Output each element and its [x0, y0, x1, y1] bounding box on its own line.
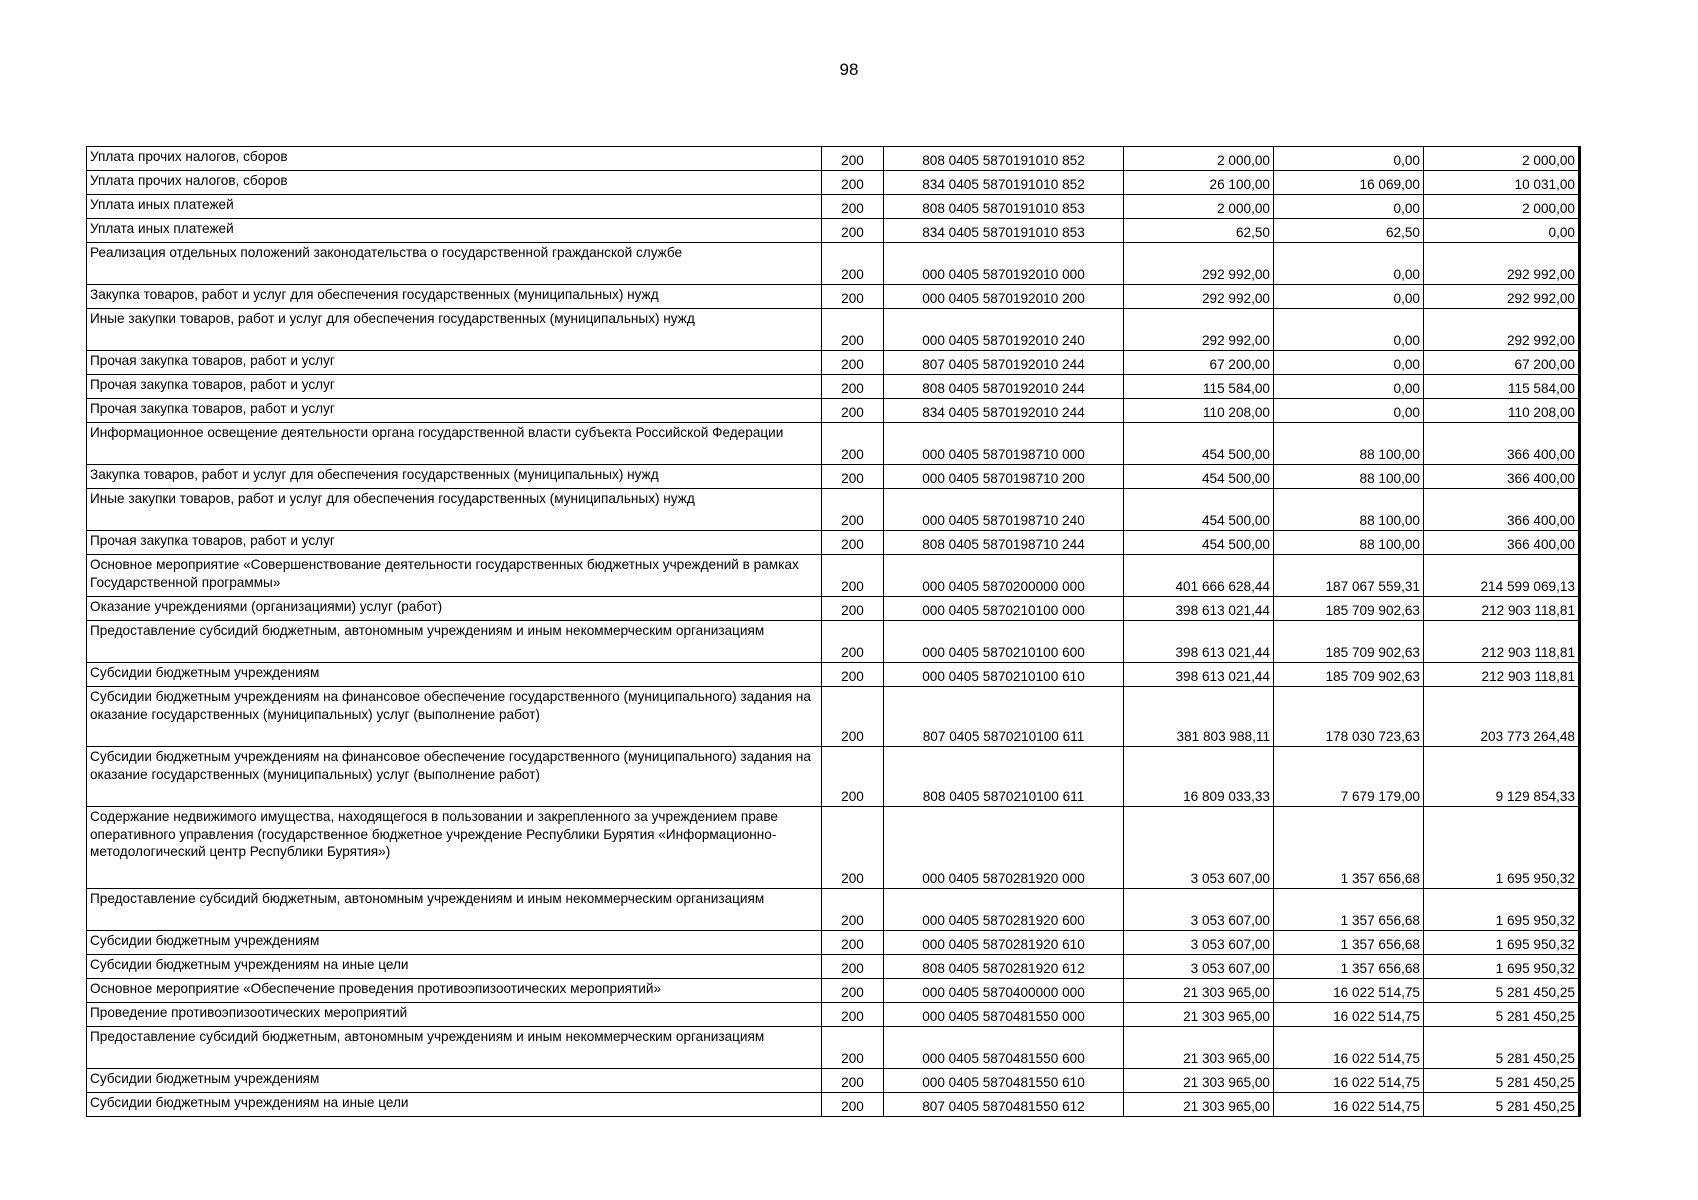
row-name: Прочая закупка товаров, работ и услуг [87, 375, 822, 399]
table-row [87, 663, 1580, 687]
row-name: Реализация отдельных положений законодательства о государственной гражданской службе [87, 243, 822, 285]
row-status: 200 [822, 807, 884, 889]
row-unexecuted: 1 695 950,32 [1424, 807, 1580, 889]
row-executed: 16 022 514,75 [1274, 1069, 1424, 1093]
row-unexecuted: 1 695 950,32 [1424, 931, 1580, 955]
table-row [87, 1003, 1580, 1027]
row-code: 808 0405 5870210100 611 [884, 747, 1124, 807]
row-name: Предоставление субсидий бюджетным, автономным учреждениям и иным некоммерческим организациям [87, 1027, 822, 1069]
row-status: 200 [822, 889, 884, 931]
row-code: 808 0405 5870191010 853 [884, 195, 1124, 219]
row-executed: 0,00 [1274, 195, 1424, 219]
row-unexecuted: 366 400,00 [1424, 531, 1580, 555]
row-unexecuted: 292 992,00 [1424, 243, 1580, 285]
row-code: 000 0405 5870481550 000 [884, 1003, 1124, 1027]
row-executed: 1 357 656,68 [1274, 955, 1424, 979]
row-executed: 1 357 656,68 [1274, 807, 1424, 889]
row-code: 000 0405 5870200000 000 [884, 555, 1124, 597]
row-unexecuted: 366 400,00 [1424, 489, 1580, 531]
table-row [87, 1027, 1580, 1069]
page-number: 98 [839, 60, 859, 79]
row-unexecuted: 366 400,00 [1424, 423, 1580, 465]
row-approved: 21 303 965,00 [1124, 1093, 1274, 1117]
row-unexecuted: 0,00 [1424, 219, 1580, 243]
row-code: 000 0405 5870281920 000 [884, 807, 1124, 889]
row-code: 834 0405 5870191010 853 [884, 219, 1124, 243]
row-name: Субсидии бюджетным учреждениям на иные цели [87, 955, 822, 979]
row-status: 200 [822, 399, 884, 423]
row-status: 200 [822, 663, 884, 687]
table-row [87, 465, 1580, 489]
table-row [87, 351, 1580, 375]
row-code: 808 0405 5870198710 244 [884, 531, 1124, 555]
row-code: 000 0405 5870210100 610 [884, 663, 1124, 687]
row-name: Уплата прочих налогов, сборов [87, 171, 822, 195]
row-status: 200 [822, 351, 884, 375]
row-approved: 401 666 628,44 [1124, 555, 1274, 597]
table-row [87, 195, 1580, 219]
row-code: 807 0405 5870192010 244 [884, 351, 1124, 375]
table-row [87, 1069, 1580, 1093]
row-approved: 2 000,00 [1124, 147, 1274, 171]
row-executed: 88 100,00 [1274, 465, 1424, 489]
row-code: 000 0405 5870210100 600 [884, 621, 1124, 663]
row-unexecuted: 5 281 450,25 [1424, 1093, 1580, 1117]
row-approved: 26 100,00 [1124, 171, 1274, 195]
row-status: 200 [822, 747, 884, 807]
table-row [87, 955, 1580, 979]
row-unexecuted: 5 281 450,25 [1424, 1027, 1580, 1069]
row-executed: 16 069,00 [1274, 171, 1424, 195]
row-approved: 16 809 033,33 [1124, 747, 1274, 807]
row-approved: 21 303 965,00 [1124, 979, 1274, 1003]
row-unexecuted: 366 400,00 [1424, 465, 1580, 489]
row-unexecuted: 292 992,00 [1424, 309, 1580, 351]
row-status: 200 [822, 555, 884, 597]
row-executed: 16 022 514,75 [1274, 1093, 1424, 1117]
row-status: 200 [822, 979, 884, 1003]
row-name: Прочая закупка товаров, работ и услуг [87, 399, 822, 423]
row-approved: 115 584,00 [1124, 375, 1274, 399]
row-executed: 0,00 [1274, 375, 1424, 399]
row-unexecuted: 212 903 118,81 [1424, 621, 1580, 663]
row-executed: 0,00 [1274, 147, 1424, 171]
row-name: Субсидии бюджетным учреждениям на финансовое обеспечение государственного (муниципального) задания на оказание государственных (муниципальных) услуг (выполнение работ) [87, 687, 822, 747]
row-status: 200 [822, 1093, 884, 1117]
row-unexecuted: 110 208,00 [1424, 399, 1580, 423]
row-executed: 0,00 [1274, 285, 1424, 309]
row-approved: 3 053 607,00 [1124, 807, 1274, 889]
row-executed: 0,00 [1274, 399, 1424, 423]
row-executed: 88 100,00 [1274, 531, 1424, 555]
row-status: 200 [822, 687, 884, 747]
table-row [87, 889, 1580, 931]
row-executed: 0,00 [1274, 243, 1424, 285]
row-name: Предоставление субсидий бюджетным, автономным учреждениям и иным некоммерческим организациям [87, 621, 822, 663]
table-row [87, 687, 1580, 747]
row-code: 807 0405 5870481550 612 [884, 1093, 1124, 1117]
row-status: 200 [822, 171, 884, 195]
row-status: 200 [822, 243, 884, 285]
row-approved: 2 000,00 [1124, 195, 1274, 219]
row-approved: 21 303 965,00 [1124, 1003, 1274, 1027]
row-code: 000 0405 5870210100 000 [884, 597, 1124, 621]
table-row [87, 555, 1580, 597]
table-row [87, 375, 1580, 399]
table-row [87, 243, 1580, 285]
row-status: 200 [822, 147, 884, 171]
table-row [87, 423, 1580, 465]
table-row [87, 807, 1580, 889]
row-unexecuted: 1 695 950,32 [1424, 955, 1580, 979]
row-executed: 16 022 514,75 [1274, 1003, 1424, 1027]
row-executed: 185 709 902,63 [1274, 663, 1424, 687]
row-name: Субсидии бюджетным учреждениям [87, 1069, 822, 1093]
row-unexecuted: 292 992,00 [1424, 285, 1580, 309]
row-unexecuted: 5 281 450,25 [1424, 1069, 1580, 1093]
row-status: 200 [822, 285, 884, 309]
row-status: 200 [822, 955, 884, 979]
row-approved: 398 613 021,44 [1124, 621, 1274, 663]
row-approved: 3 053 607,00 [1124, 955, 1274, 979]
table-row [87, 621, 1580, 663]
row-approved: 398 613 021,44 [1124, 597, 1274, 621]
row-unexecuted: 5 281 450,25 [1424, 1003, 1580, 1027]
row-executed: 187 067 559,31 [1274, 555, 1424, 597]
row-unexecuted: 5 281 450,25 [1424, 979, 1580, 1003]
table-row [87, 171, 1580, 195]
row-status: 200 [822, 309, 884, 351]
row-approved: 454 500,00 [1124, 423, 1274, 465]
row-unexecuted: 9 129 854,33 [1424, 747, 1580, 807]
row-executed: 7 679 179,00 [1274, 747, 1424, 807]
table-row [87, 309, 1580, 351]
row-executed: 62,50 [1274, 219, 1424, 243]
row-approved: 62,50 [1124, 219, 1274, 243]
row-status: 200 [822, 1003, 884, 1027]
row-name: Закупка товаров, работ и услуг для обеспечения государственных (муниципальных) нужд [87, 285, 822, 309]
row-executed: 1 357 656,68 [1274, 889, 1424, 931]
row-name: Прочая закупка товаров, работ и услуг [87, 351, 822, 375]
table-row [87, 931, 1580, 955]
table-row [87, 399, 1580, 423]
row-unexecuted: 2 000,00 [1424, 195, 1580, 219]
row-status: 200 [822, 1027, 884, 1069]
row-name: Предоставление субсидий бюджетным, автономным учреждениям и иным некоммерческим организациям [87, 889, 822, 931]
row-approved: 454 500,00 [1124, 465, 1274, 489]
row-unexecuted: 67 200,00 [1424, 351, 1580, 375]
row-name: Иные закупки товаров, работ и услуг для обеспечения государственных (муниципальных) нужд [87, 309, 822, 351]
row-unexecuted: 214 599 069,13 [1424, 555, 1580, 597]
row-unexecuted: 212 903 118,81 [1424, 663, 1580, 687]
row-code: 834 0405 5870191010 852 [884, 171, 1124, 195]
row-status: 200 [822, 931, 884, 955]
table-row [87, 285, 1580, 309]
row-status: 200 [822, 597, 884, 621]
row-code: 808 0405 5870191010 852 [884, 147, 1124, 171]
row-unexecuted: 115 584,00 [1424, 375, 1580, 399]
row-code: 000 0405 5870481550 600 [884, 1027, 1124, 1069]
row-status: 200 [822, 195, 884, 219]
row-approved: 21 303 965,00 [1124, 1069, 1274, 1093]
row-name: Субсидии бюджетным учреждениям на иные цели [87, 1093, 822, 1117]
row-approved: 292 992,00 [1124, 243, 1274, 285]
row-name: Уплата иных платежей [87, 195, 822, 219]
row-code: 000 0405 5870198710 000 [884, 423, 1124, 465]
row-name: Оказание учреждениями (организациями) услуг (работ) [87, 597, 822, 621]
row-unexecuted: 212 903 118,81 [1424, 597, 1580, 621]
row-executed: 88 100,00 [1274, 423, 1424, 465]
row-name: Информационное освещение деятельности органа государственной власти субъекта Российской Федерации [87, 423, 822, 465]
row-approved: 21 303 965,00 [1124, 1027, 1274, 1069]
row-executed: 0,00 [1274, 309, 1424, 351]
row-executed: 0,00 [1274, 351, 1424, 375]
row-name: Субсидии бюджетным учреждениям [87, 931, 822, 955]
table-row [87, 597, 1580, 621]
row-approved: 454 500,00 [1124, 489, 1274, 531]
row-approved: 292 992,00 [1124, 309, 1274, 351]
row-approved: 110 208,00 [1124, 399, 1274, 423]
row-approved: 292 992,00 [1124, 285, 1274, 309]
row-status: 200 [822, 531, 884, 555]
budget-table [86, 146, 1581, 1117]
row-executed: 185 709 902,63 [1274, 597, 1424, 621]
row-name: Субсидии бюджетным учреждениям на финансовое обеспечение государственного (муниципального) задания на оказание государственных (муниципальных) услуг (выполнение работ) [87, 747, 822, 807]
row-approved: 67 200,00 [1124, 351, 1274, 375]
row-code: 000 0405 5870192010 240 [884, 309, 1124, 351]
table-row [87, 489, 1580, 531]
row-code: 000 0405 5870481550 610 [884, 1069, 1124, 1093]
row-code: 000 0405 5870281920 600 [884, 889, 1124, 931]
row-approved: 398 613 021,44 [1124, 663, 1274, 687]
row-approved: 381 803 988,11 [1124, 687, 1274, 747]
row-unexecuted: 1 695 950,32 [1424, 889, 1580, 931]
table-row [87, 219, 1580, 243]
row-code: 834 0405 5870192010 244 [884, 399, 1124, 423]
row-executed: 88 100,00 [1274, 489, 1424, 531]
row-executed: 16 022 514,75 [1274, 979, 1424, 1003]
row-unexecuted: 2 000,00 [1424, 147, 1580, 171]
row-status: 200 [822, 621, 884, 663]
row-name: Основное мероприятие «Совершенствование деятельности государственных бюджетных учреждений в рамках Государственной программы» [87, 555, 822, 597]
row-name: Иные закупки товаров, работ и услуг для обеспечения государственных (муниципальных) нужд [87, 489, 822, 531]
table-row [87, 1093, 1580, 1117]
row-name: Уплата прочих налогов, сборов [87, 147, 822, 171]
row-code: 000 0405 5870192010 200 [884, 285, 1124, 309]
row-code: 808 0405 5870281920 612 [884, 955, 1124, 979]
table-row [87, 979, 1580, 1003]
row-executed: 1 357 656,68 [1274, 931, 1424, 955]
row-name: Проведение противоэпизоотических мероприятий [87, 1003, 822, 1027]
row-status: 200 [822, 1069, 884, 1093]
row-name: Содержание недвижимого имущества, находящегося в пользовании и закрепленного за учреждением праве оперативного управления (государственное бюджетное учреждение Республики Бурятия «Информационно-методологический центр Республики Бурятия») [87, 807, 822, 889]
row-code: 000 0405 5870281920 610 [884, 931, 1124, 955]
row-name: Субсидии бюджетным учреждениям [87, 663, 822, 687]
row-code: 000 0405 5870198710 240 [884, 489, 1124, 531]
row-code: 000 0405 5870192010 000 [884, 243, 1124, 285]
row-name: Уплата иных платежей [87, 219, 822, 243]
row-status: 200 [822, 489, 884, 531]
row-code: 000 0405 5870400000 000 [884, 979, 1124, 1003]
table-row [87, 531, 1580, 555]
table-row [87, 747, 1580, 807]
row-status: 200 [822, 465, 884, 489]
row-executed: 185 709 902,63 [1274, 621, 1424, 663]
row-status: 200 [822, 219, 884, 243]
row-code: 807 0405 5870210100 611 [884, 687, 1124, 747]
row-status: 200 [822, 375, 884, 399]
row-executed: 16 022 514,75 [1274, 1027, 1424, 1069]
row-name: Закупка товаров, работ и услуг для обеспечения государственных (муниципальных) нужд [87, 465, 822, 489]
row-name: Прочая закупка товаров, работ и услуг [87, 531, 822, 555]
table-row [87, 147, 1580, 171]
row-unexecuted: 203 773 264,48 [1424, 687, 1580, 747]
row-approved: 3 053 607,00 [1124, 889, 1274, 931]
row-status: 200 [822, 423, 884, 465]
row-unexecuted: 10 031,00 [1424, 171, 1580, 195]
row-executed: 178 030 723,63 [1274, 687, 1424, 747]
row-name: Основное мероприятие «Обеспечение проведения противоэпизоотических мероприятий» [87, 979, 822, 1003]
row-code: 000 0405 5870198710 200 [884, 465, 1124, 489]
row-approved: 454 500,00 [1124, 531, 1274, 555]
row-code: 808 0405 5870192010 244 [884, 375, 1124, 399]
row-approved: 3 053 607,00 [1124, 931, 1274, 955]
